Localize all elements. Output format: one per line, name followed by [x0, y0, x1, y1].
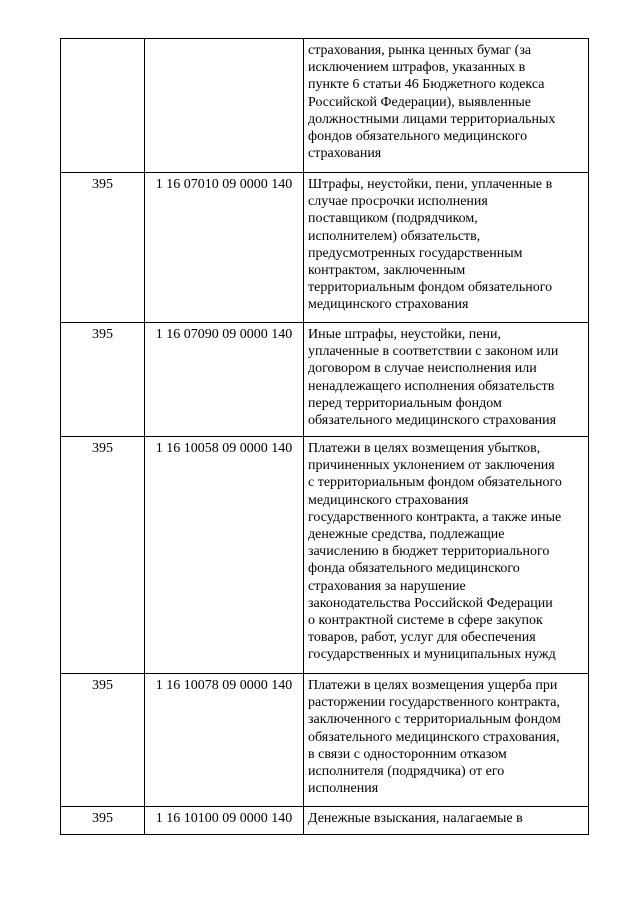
description-line: заключенного с территориальным фондом: [308, 712, 561, 728]
description-line: договором в случае неисполнения или: [308, 361, 537, 377]
description-line: в связи с односторонним отказом: [308, 746, 507, 762]
description-line: исполнителя (подрядчика) от его: [308, 764, 505, 780]
table-row: [61, 323, 589, 437]
description-line: обязательного медицинского страхования: [308, 413, 557, 429]
description-line: исполнителем) обязательств,: [308, 228, 481, 244]
revenue-codes-table: [60, 38, 589, 835]
budget-code-cell: 1 16 07090 09 0000 140: [145, 323, 304, 437]
table-row: [61, 437, 589, 674]
description-line: случае просрочки исполнения: [308, 194, 488, 210]
budget-code-cell: 1 16 10078 09 0000 140: [145, 674, 304, 807]
admin-code-cell: 395: [61, 323, 145, 437]
description-line: о контрактной системе в сфере закупок: [308, 613, 543, 629]
budget-code-cell: [145, 39, 304, 173]
description-line: расторжении государственного контракта,: [308, 695, 560, 711]
description-cell: [304, 323, 589, 437]
description-line: причиненных уклонением от заключения: [308, 458, 555, 474]
description-line: контрактом, заключенным: [308, 263, 466, 279]
description-cell: [304, 674, 589, 807]
table-row: [61, 674, 589, 807]
description-line: Российской Федерации), выявленные: [308, 94, 531, 110]
description-line: исключением штрафов, указанных в: [308, 60, 526, 76]
description-line: Платежи в целях возмещения ущерба при: [308, 678, 558, 693]
description-line: Штрафы, неустойки, пени, уплаченные в: [308, 177, 553, 192]
description-line: обязательного медицинского страхования,: [308, 729, 560, 745]
description-line: медицинского страхования: [308, 297, 469, 313]
description-line: предусмотренных государственным: [308, 245, 523, 261]
description-line: законодательства Российской Федерации: [308, 595, 553, 611]
description-line: медицинского страхования: [308, 492, 469, 508]
admin-code-cell: 395: [61, 437, 145, 674]
table-row: [61, 39, 589, 173]
description-line: страхования: [308, 146, 382, 162]
description-line: государственных и муниципальных нужд: [308, 647, 556, 663]
description-line: Платежи в целях возмещения убытков,: [308, 441, 541, 456]
budget-code-cell: 1 16 10058 09 0000 140: [145, 437, 304, 674]
description-line: Денежные взыскания, налагаемые в: [308, 811, 523, 826]
admin-code-cell: [61, 39, 145, 173]
description-cell: [304, 173, 589, 323]
description-line: зачислению в бюджет территориального: [308, 544, 550, 560]
description-line: государственного контракта, а также иные: [308, 509, 562, 525]
table-row: [61, 807, 589, 835]
table-row: [61, 173, 589, 323]
admin-code-cell: 395: [61, 674, 145, 807]
description-line: уплаченные в соответствии с законом или: [308, 344, 559, 360]
description-line: денежные средства, подлежащие: [308, 527, 505, 543]
description-cell: [304, 39, 589, 173]
description-cell: [304, 807, 589, 835]
description-cell: [304, 437, 589, 674]
description-line: страхования за нарушение: [308, 578, 466, 594]
description-line: фондов обязательного медицинского: [308, 129, 528, 145]
budget-code-cell: 1 16 10100 09 0000 140: [145, 807, 304, 835]
description-line: перед территориальным фондом: [308, 395, 502, 411]
description-line: ненадлежащего исполнения обязательств: [308, 378, 555, 394]
admin-code-cell: 395: [61, 173, 145, 323]
description-line: должностными лицами территориальных: [308, 111, 556, 127]
description-line: товаров, работ, услуг для обеспечения: [308, 630, 536, 646]
description-line: с территориальным фондом обязательного: [308, 475, 562, 491]
budget-code-cell: 1 16 07010 09 0000 140: [145, 173, 304, 323]
description-line: территориальным фондом обязательного: [308, 280, 553, 296]
description-line: страхования, рынка ценных бумаг (за: [308, 43, 532, 58]
description-line: исполнения: [308, 781, 379, 797]
description-line: пункте 6 статьи 46 Бюджетного кодекса: [308, 77, 545, 93]
description-line: Иные штрафы, неустойки, пени,: [308, 327, 501, 342]
admin-code-cell: 395: [61, 807, 145, 835]
description-line: фонда обязательного медицинского: [308, 561, 520, 577]
description-line: поставщиком (подрядчиком,: [308, 211, 478, 227]
